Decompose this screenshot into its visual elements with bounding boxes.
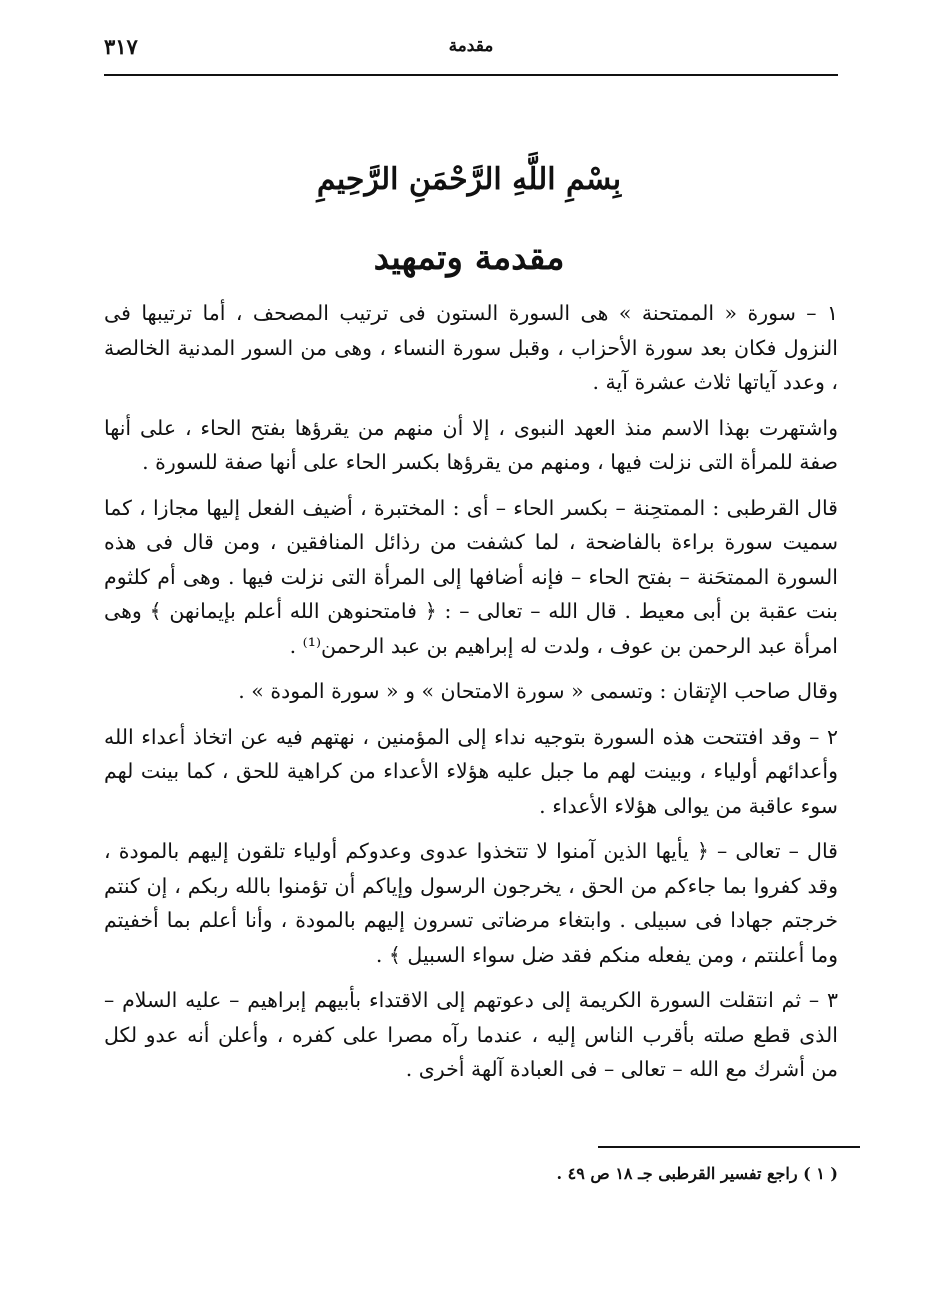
page-title: مقدمة وتمهيد xyxy=(373,238,565,278)
paragraph-7: ٣ – ثم انتقلت السورة الكريمة إلى دعوتهم إلى الاقتداء بأبيهم إبراهيم – عليه السلام – الذى قطع صلته بأقرب الناس إليه ، عندما رآه مصرا على كفره ، وأعلن أنه عدو لكل من أشرك مع الله – تعالى – فى العبادة آلهة أخرى . xyxy=(104,988,838,1081)
footnote-divider xyxy=(598,1146,860,1148)
paragraph-6: قال – تعالى – ﴿ يأيها الذين آمنوا لا تتخذوا عدوى وعدوكم أولياء تلقون إليهم بالمودة ، وقد كفروا بما جاءكم من الحق ، يخرجون الرسول وإياكم أن تؤمنوا بالله ربكم ، إن كنتم خرجتم جهادا فى سبيلى . وابتغاء مرضاتى تسرون إليهم بالمودة ، وأنا أعلم بما أخفيتم وما أعلنتم ، ومن يفعله منكم فقد ضل سواء السبيل ﴾ . xyxy=(104,839,838,967)
paragraph-4: وقال صاحب الإتقان : وتسمى « سورة الامتحان » و « سورة المودة » . xyxy=(238,679,838,703)
paragraph-2: واشتهرت بهذا الاسم منذ العهد النبوى ، إلا أن منهم من يقرؤها بفتح الحاء ، على أنها صفة للمرأة التى نزلت فيها ، ومنهم من يقرؤها بكسر الحاء على أنها صفة للسورة . xyxy=(104,415,838,474)
page-number: ٣١٧ xyxy=(104,34,138,59)
running-title: مقدمة xyxy=(448,36,494,56)
page-header xyxy=(104,30,838,76)
body-text xyxy=(104,296,838,1098)
paragraph-3: قال القرطبى : الممتحِنة – بكسر الحاء – أى : المختبرة ، أضيف الفعل إليها مجازا ، كما سميت سورة براءة بالفاضحة ، لما كشفت من رذائل المنافقين ، ومن قال فى هذه السورة الممتحَنة – بفتح الحاء – فإنه أضافها إلى المرأة التى نزلت فيها . وهى أم كلثوم بنت عقبة بن أبى معيط . قال الله – تعالى – : ﴿ فامتحنوهن الله أعلم بإيمانهن ﴾ وهى امرأة عبد الرحمن بن عوف ، ولدت له إبراهيم بن عبد الرحمن⁽¹⁾ . xyxy=(104,495,838,658)
paragraph-1: ١ – سورة « الممتحنة » هى السورة الستون فى ترتيب المصحف ، أما ترتيبها فى النزول فكان بعد سورة الأحزاب ، وقبل سورة النساء ، وهى من السور المدنية الخالصة ، وعدد آياتها ثلاث عشرة آية . xyxy=(104,301,838,394)
basmala: بِسْمِ اللَّهِ الرَّحْمَنِ الرَّحِيمِ xyxy=(316,162,622,197)
paragraph-5: ٢ – وقد افتتحت هذه السورة بتوجيه نداء إلى المؤمنين ، نهتهم فيه عن اتخاذ أعداء الله وأعدائهم أولياء ، وبينت لهم ما جبل عليه هؤلاء الأعداء من كراهية للحق ، كما بينت لهم سوء عاقبة من يوالى هؤلاء الأعداء . xyxy=(104,724,838,818)
footnote: ( ١ ) راجع تفسير القرطبى جـ ١٨ ص ٤٩ . xyxy=(556,1164,838,1183)
